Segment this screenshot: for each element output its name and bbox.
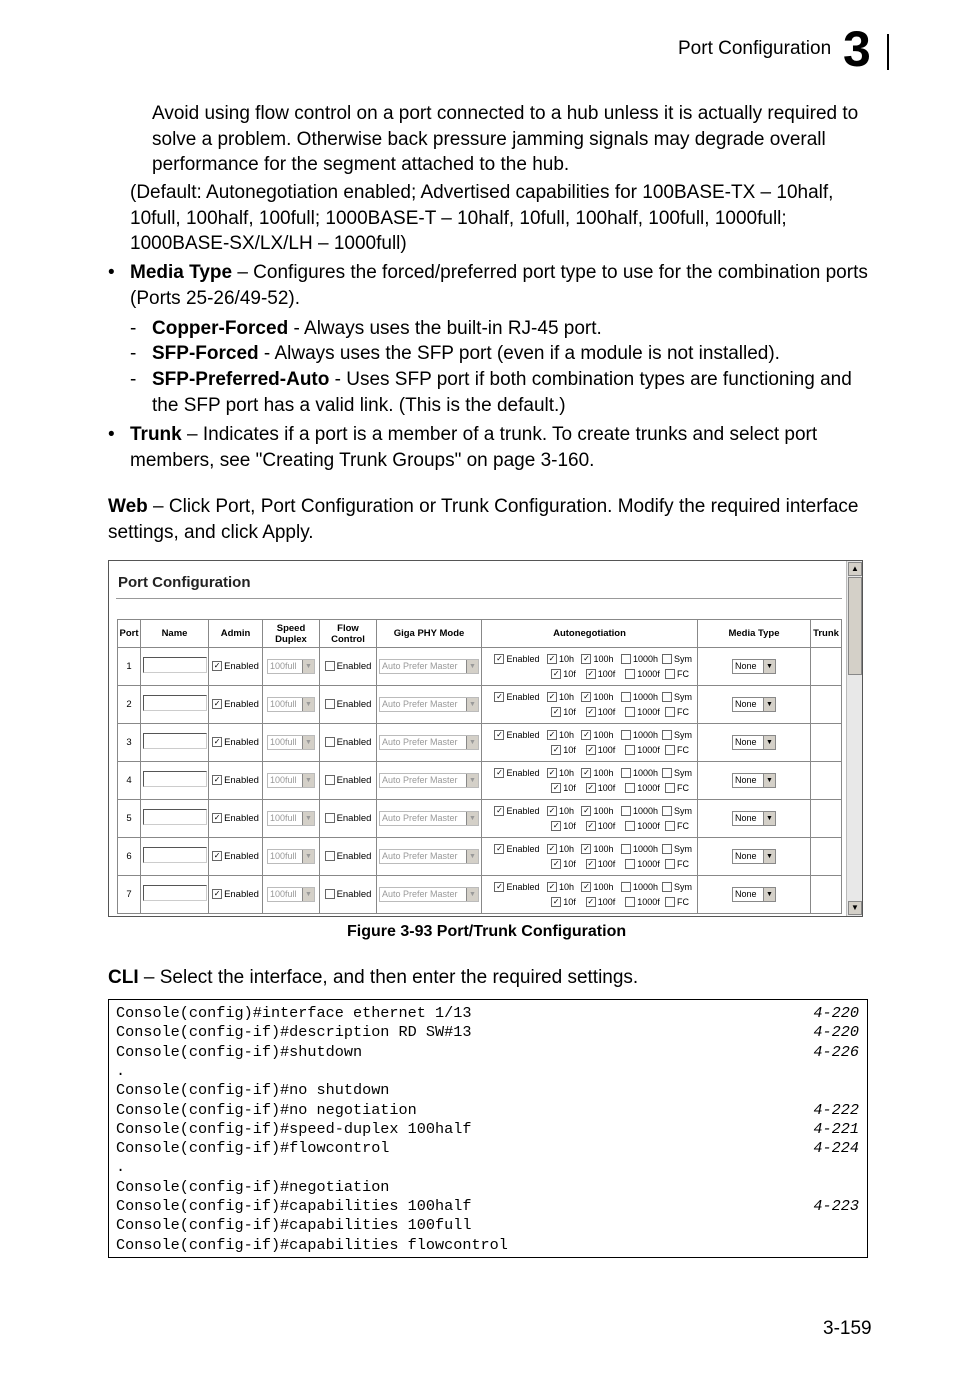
admin-enabled-checkbox[interactable]: ✓ [213, 851, 221, 861]
autoneg-enabled-checkbox[interactable]: ✓ [496, 882, 503, 892]
autoneg-enabled-checkbox[interactable]: ✓ [496, 730, 503, 740]
cap-fc-checkbox[interactable] [665, 669, 675, 679]
trunk-cell [811, 838, 842, 876]
media-type-select[interactable]: None ▼ [732, 773, 776, 788]
cap-100h-checkbox[interactable]: ✓ [583, 692, 590, 702]
admin-cell: ✓ Enabled [209, 838, 263, 876]
chevron-down-icon: ▼ [466, 660, 478, 673]
code-line: Console(config-if)#no negotiation [116, 1100, 417, 1119]
trunk-cell [811, 648, 842, 686]
media-type-bullet [108, 260, 870, 311]
cap-1000f-checkbox[interactable] [625, 745, 635, 755]
copper-forced-item [130, 316, 872, 342]
port-name-input[interactable] [143, 695, 207, 711]
media-cell [698, 762, 811, 800]
cli-instructions [108, 965, 868, 991]
default-note: (Default: Autonegotiation enabled; Advertised capabilities for 100BASE-TX – 10half, 10full, 100half, 100full; 1000BASE-T – 10half, 10full, 100half, 100full, 1000full; 1000BASE-SX/LX/LH – 1000full) [130, 182, 834, 254]
cap-100f-checkbox[interactable]: ✓ [587, 707, 595, 717]
port-number: 6 [118, 838, 141, 876]
web-term: Web [108, 496, 148, 517]
chevron-down-icon: ▼ [302, 888, 314, 901]
chapter-divider [887, 34, 889, 70]
bullet-icon: • [108, 424, 115, 445]
giga-cell [377, 876, 482, 914]
table-row [118, 800, 842, 838]
code-page-ref: 4-224 [813, 1139, 859, 1158]
scroll-thumb[interactable] [848, 577, 862, 675]
table-row [118, 686, 842, 724]
cap-fc-checkbox[interactable] [665, 783, 675, 793]
media-type-select[interactable]: None ▼ [732, 735, 776, 750]
admin-enabled-checkbox[interactable]: ✓ [213, 699, 221, 709]
vertical-scrollbar[interactable] [846, 561, 862, 916]
code-line: Console(config-if)#no shutdown [116, 1081, 390, 1100]
giga-cell [377, 800, 482, 838]
chevron-down-icon: ▼ [302, 774, 314, 787]
chevron-down-icon: ▼ [302, 660, 314, 673]
giga-phy-mode-select[interactable]: Auto Prefer Master ▼ [379, 697, 479, 712]
cap-100h-checkbox[interactable]: ✓ [583, 844, 590, 854]
table-row [118, 838, 842, 876]
code-page-ref: 4-221 [813, 1119, 859, 1138]
cap-100f-checkbox[interactable]: ✓ [587, 745, 595, 755]
flow-control-checkbox[interactable] [325, 699, 335, 709]
name-cell [141, 800, 209, 838]
autoneg-cell: ✓ Enabled ✓ 10h ✓ 100h 1000h Sym ✓ 10f ✓ 100f 1000f FC [482, 876, 698, 914]
media-cell [698, 686, 811, 724]
admin-cell: ✓ Enabled [209, 762, 263, 800]
autoneg-enabled-checkbox[interactable]: ✓ [496, 768, 503, 778]
code-page-ref: 4-220 [813, 1023, 859, 1042]
cap-sym-checkbox[interactable] [662, 730, 672, 740]
code-page-ref: 4-226 [813, 1042, 859, 1061]
autoneg-cell: ✓ Enabled ✓ 10h ✓ 100h 1000h Sym ✓ 10f ✓ 100f 1000f FC [482, 838, 698, 876]
speed-cell [263, 686, 320, 724]
cap-1000f-checkbox[interactable] [625, 859, 635, 869]
table-header-row [118, 620, 842, 648]
code-line: Console(config-if)#speed-duplex 100half [116, 1119, 472, 1138]
cap-sym-checkbox[interactable] [662, 882, 672, 892]
chevron-down-icon: ▼ [763, 812, 775, 825]
chevron-down-icon: ▼ [466, 850, 478, 863]
port-number: 1 [118, 648, 141, 686]
cap-10f-checkbox[interactable]: ✓ [552, 783, 560, 793]
table-row [118, 648, 842, 686]
speed-duplex-select[interactable]: 100full ▼ [267, 697, 315, 712]
col-giga-phy-mode: Giga PHY Mode [377, 620, 482, 648]
name-cell [141, 724, 209, 762]
media-cell [698, 648, 811, 686]
autoneg-enabled-checkbox[interactable]: ✓ [496, 806, 503, 816]
port-config-table [117, 619, 842, 914]
giga-phy-mode-select[interactable]: Auto Prefer Master ▼ [379, 735, 479, 750]
sfp-preferred-text: - Uses SFP port if both combination types are functioning and the SFP port has a valid link. (This is the default.) [152, 369, 852, 416]
cap-sym-checkbox[interactable] [662, 692, 672, 702]
admin-cell: ✓ Enabled [209, 800, 263, 838]
cap-fc-checkbox[interactable] [665, 897, 675, 907]
giga-phy-mode-select[interactable]: Auto Prefer Master ▼ [379, 887, 479, 902]
flow-cell: Enabled [320, 648, 377, 686]
chevron-down-icon: ▼ [302, 698, 314, 711]
cli-term: CLI [108, 967, 139, 988]
cap-100h-checkbox[interactable]: ✓ [583, 654, 590, 664]
cap-100h-checkbox[interactable]: ✓ [583, 806, 590, 816]
trunk-cell [811, 686, 842, 724]
cap-100f-checkbox[interactable]: ✓ [587, 897, 595, 907]
cap-10h-checkbox[interactable]: ✓ [548, 882, 556, 892]
name-cell [141, 762, 209, 800]
giga-cell [377, 648, 482, 686]
giga-phy-mode-select[interactable]: Auto Prefer Master ▼ [379, 811, 479, 826]
media-type-select[interactable]: None ▼ [732, 659, 776, 674]
sfp-forced-text: - Always uses the SFP port (even if a module is not installed). [258, 343, 780, 364]
cli-code-block [108, 999, 868, 1258]
chevron-down-icon: ▼ [763, 774, 775, 787]
media-type-term: Media Type [130, 262, 233, 283]
media-type-select[interactable]: None ▼ [732, 811, 776, 826]
speed-duplex-select[interactable]: 100full ▼ [267, 811, 315, 826]
code-line: Console(config-if)#capabilities flowcontrol [116, 1235, 508, 1254]
code-line: . [116, 1158, 126, 1177]
sfp-preferred-item [130, 367, 872, 418]
admin-cell: ✓ Enabled [209, 724, 263, 762]
cap-fc-checkbox[interactable] [665, 821, 675, 831]
copper-forced-text: - Always uses the built-in RJ-45 port. [288, 318, 602, 339]
section-title: Port Configuration [678, 38, 832, 59]
flow-control-note: Avoid using flow control on a port connected to a hub unless it is actually required to solve a problem. Otherwise back pressure jamming signals may degrade overall performance for the segment attached to the hub. [152, 103, 859, 175]
code-line: Console(config-if)#negotiation [116, 1177, 390, 1196]
cap-1000f-checkbox[interactable] [625, 783, 635, 793]
cap-sym-checkbox[interactable] [662, 844, 672, 854]
cap-100f-checkbox[interactable]: ✓ [587, 821, 595, 831]
cap-100f-checkbox[interactable]: ✓ [587, 783, 595, 793]
media-type-select[interactable]: None ▼ [732, 887, 776, 902]
name-cell [141, 686, 209, 724]
code-line: Console(config-if)#flowcontrol [116, 1139, 390, 1158]
flow-cell: Enabled [320, 876, 377, 914]
chevron-down-icon: ▼ [302, 812, 314, 825]
flow-control-checkbox[interactable] [325, 661, 335, 671]
cap-100f-checkbox[interactable]: ✓ [587, 859, 595, 869]
chevron-down-icon: ▼ [466, 736, 478, 749]
code-page-ref: 4-223 [813, 1197, 859, 1215]
port-number: 3 [118, 724, 141, 762]
trunk-cell [811, 762, 842, 800]
dash-icon: - [130, 343, 137, 364]
scroll-up-icon[interactable]: ▲ [848, 562, 862, 576]
port-number: 4 [118, 762, 141, 800]
name-cell [141, 648, 209, 686]
chevron-down-icon: ▼ [302, 736, 314, 749]
col-media-type: Media Type [698, 620, 811, 648]
autoneg-cell: ✓ Enabled ✓ 10h ✓ 100h 1000h Sym ✓ 10f ✓ 100f 1000f FC [482, 762, 698, 800]
cap-1000h-checkbox[interactable] [621, 692, 631, 702]
giga-phy-mode-select[interactable]: Auto Prefer Master ▼ [379, 659, 479, 674]
cap-fc-checkbox[interactable] [665, 745, 675, 755]
port-name-input[interactable] [143, 771, 207, 787]
figure-caption: Figure 3-93 Port/Trunk Configuration [347, 923, 627, 940]
flow-control-checkbox[interactable] [325, 813, 335, 823]
admin-cell: ✓ Enabled [209, 648, 263, 686]
speed-duplex-select[interactable]: 100full ▼ [267, 735, 315, 750]
table-row [118, 762, 842, 800]
media-cell [698, 838, 811, 876]
code-line: Console(config)#interface ethernet 1/13 [116, 1004, 472, 1022]
cap-10h-checkbox[interactable]: ✓ [548, 654, 556, 664]
flow-control-checkbox[interactable] [325, 775, 335, 785]
cap-1000h-checkbox[interactable] [621, 806, 631, 816]
admin-cell: ✓ Enabled [209, 876, 263, 914]
web-text: – Click Port, Port Configuration or Trunk Configuration. Modify the required interface settings, and click Apply. [108, 496, 859, 543]
chevron-down-icon: ▼ [763, 660, 775, 673]
chevron-down-icon: ▼ [763, 698, 775, 711]
cap-1000f-checkbox[interactable] [625, 669, 635, 679]
autoneg-enabled-checkbox[interactable]: ✓ [496, 692, 503, 702]
cap-1000h-checkbox[interactable] [621, 844, 631, 854]
cap-100h-checkbox[interactable]: ✓ [583, 768, 590, 778]
admin-cell: ✓ Enabled [209, 686, 263, 724]
giga-cell [377, 762, 482, 800]
trunk-cell [811, 724, 842, 762]
cap-10h-checkbox[interactable]: ✓ [548, 768, 556, 778]
chevron-down-icon: ▼ [466, 888, 478, 901]
cap-10f-checkbox[interactable]: ✓ [552, 745, 560, 755]
giga-cell [377, 724, 482, 762]
autoneg-cell: ✓ Enabled ✓ 10h ✓ 100h 1000h Sym ✓ 10f ✓ 100f 1000f FC [482, 800, 698, 838]
port-name-input[interactable] [143, 733, 207, 749]
giga-phy-mode-select[interactable]: Auto Prefer Master ▼ [379, 849, 479, 864]
chevron-down-icon: ▼ [763, 736, 775, 749]
dash-icon: - [130, 369, 137, 390]
admin-enabled-checkbox[interactable]: ✓ [213, 775, 221, 785]
flow-cell: Enabled [320, 724, 377, 762]
admin-enabled-checkbox[interactable]: ✓ [213, 737, 221, 747]
page-number: 3-159 [823, 1318, 872, 1339]
autoneg-enabled-checkbox[interactable]: ✓ [496, 844, 503, 854]
media-type-select[interactable]: None ▼ [732, 697, 776, 712]
cap-sym-checkbox[interactable] [662, 768, 672, 778]
port-number: 2 [118, 686, 141, 724]
trunk-term: Trunk [130, 424, 182, 445]
admin-enabled-checkbox[interactable]: ✓ [213, 661, 221, 671]
trunk-cell [811, 800, 842, 838]
flow-cell: Enabled [320, 838, 377, 876]
port-name-input[interactable] [143, 847, 207, 863]
sfp-preferred-term: SFP-Preferred-Auto [152, 369, 330, 390]
code-line: . [116, 1061, 126, 1080]
cap-sym-checkbox[interactable] [662, 806, 672, 816]
admin-enabled-checkbox[interactable]: ✓ [213, 813, 221, 823]
flow-cell: Enabled [320, 800, 377, 838]
code-page-ref: 4-222 [813, 1100, 859, 1119]
media-type-text: – Configures the forced/preferred port type to use for the combination ports (Ports 25-26/49-52). [130, 262, 868, 309]
copper-forced-term: Copper-Forced [152, 318, 289, 339]
autoneg-enabled-checkbox[interactable]: ✓ [496, 654, 503, 664]
col-trunk: Trunk [811, 620, 842, 648]
code-line: Console(config-if)#capabilities 100half [116, 1197, 472, 1215]
speed-cell [263, 838, 320, 876]
cap-1000f-checkbox[interactable] [625, 897, 635, 907]
cli-text: – Select the interface, and then enter the required settings. [138, 967, 639, 988]
chapter-number: 3 [843, 21, 871, 77]
speed-cell [263, 762, 320, 800]
cap-1000h-checkbox[interactable] [621, 654, 631, 664]
cap-fc-checkbox[interactable] [665, 859, 675, 869]
code-line: Console(config-if)#description RD SW#13 [116, 1023, 472, 1042]
chevron-down-icon: ▼ [302, 850, 314, 863]
web-instructions [108, 494, 868, 545]
dash-icon: - [130, 318, 137, 339]
name-cell [141, 838, 209, 876]
cap-1000h-checkbox[interactable] [621, 730, 631, 740]
speed-duplex-select[interactable]: 100full ▼ [267, 659, 315, 674]
cap-sym-checkbox[interactable] [662, 654, 672, 664]
media-cell [698, 724, 811, 762]
port-config-rows [118, 648, 842, 914]
name-cell [141, 876, 209, 914]
trunk-cell [811, 876, 842, 914]
cap-100f-checkbox[interactable]: ✓ [587, 669, 595, 679]
cap-100h-checkbox[interactable]: ✓ [583, 730, 590, 740]
speed-duplex-select[interactable]: 100full ▼ [267, 887, 315, 902]
speed-cell [263, 876, 320, 914]
trunk-bullet [108, 422, 870, 473]
panel-divider [116, 598, 842, 599]
flow-control-checkbox[interactable] [325, 737, 335, 747]
cap-10h-checkbox[interactable]: ✓ [548, 692, 556, 702]
port-name-input[interactable] [143, 657, 207, 673]
giga-phy-mode-select[interactable]: Auto Prefer Master ▼ [379, 773, 479, 788]
autoneg-cell: ✓ Enabled ✓ 10h ✓ 100h 1000h Sym ✓ 10f ✓ 100f 1000f FC [482, 686, 698, 724]
code-line: Console(config-if)#capabilities 100full [116, 1216, 472, 1235]
panel-title: Port Configuration [118, 574, 251, 591]
flow-cell: Enabled [320, 762, 377, 800]
col-speed-duplex: Speed Duplex [263, 620, 320, 648]
cap-10f-checkbox[interactable]: ✓ [552, 821, 560, 831]
sfp-forced-item [130, 341, 872, 367]
port-name-input[interactable] [143, 809, 207, 825]
cap-10f-checkbox[interactable]: ✓ [552, 897, 560, 907]
cap-1000f-checkbox[interactable] [625, 821, 635, 831]
port-configuration-figure [108, 560, 863, 917]
chevron-down-icon: ▼ [466, 812, 478, 825]
col-name: Name [141, 620, 209, 648]
media-type-select[interactable]: None ▼ [732, 849, 776, 864]
cap-100h-checkbox[interactable]: ✓ [583, 882, 590, 892]
chevron-down-icon: ▼ [763, 850, 775, 863]
cap-1000h-checkbox[interactable] [621, 768, 631, 778]
trunk-text: – Indicates if a port is a member of a trunk. To create trunks and select port members, see "Creating Trunk Groups" on page 3-160. [130, 424, 818, 471]
admin-enabled-checkbox[interactable]: ✓ [213, 889, 221, 899]
sfp-forced-term: SFP-Forced [152, 343, 259, 364]
flow-control-checkbox[interactable] [325, 889, 335, 899]
cap-10f-checkbox[interactable]: ✓ [552, 707, 560, 717]
table-row [118, 724, 842, 762]
port-number: 5 [118, 800, 141, 838]
col-port: Port [118, 620, 141, 648]
port-name-input[interactable] [143, 885, 207, 901]
chevron-down-icon: ▼ [466, 774, 478, 787]
cap-10h-checkbox[interactable]: ✓ [548, 844, 556, 854]
media-cell [698, 800, 811, 838]
speed-duplex-select[interactable]: 100full ▼ [267, 773, 315, 788]
bullet-icon: • [108, 262, 115, 283]
giga-cell [377, 686, 482, 724]
port-number: 7 [118, 876, 141, 914]
cap-10f-checkbox[interactable]: ✓ [552, 859, 560, 869]
col-autonegotiation: Autonegotiation [482, 620, 698, 648]
col-flow-control: Flow Control [320, 620, 377, 648]
chevron-down-icon: ▼ [763, 888, 775, 901]
speed-cell [263, 800, 320, 838]
chevron-down-icon: ▼ [466, 698, 478, 711]
col-admin: Admin [209, 620, 263, 648]
autoneg-cell: ✓ Enabled ✓ 10h ✓ 100h 1000h Sym ✓ 10f ✓ 100f 1000f FC [482, 648, 698, 686]
cap-10f-checkbox[interactable]: ✓ [552, 669, 560, 679]
flow-control-checkbox[interactable] [325, 851, 335, 861]
cap-10h-checkbox[interactable]: ✓ [548, 730, 556, 740]
flow-cell: Enabled [320, 686, 377, 724]
giga-cell [377, 838, 482, 876]
code-page-ref: 4-220 [813, 1004, 859, 1022]
cap-1000h-checkbox[interactable] [621, 882, 631, 892]
media-cell [698, 876, 811, 914]
speed-cell [263, 648, 320, 686]
cap-fc-checkbox[interactable] [665, 707, 675, 717]
autoneg-cell: ✓ Enabled ✓ 10h ✓ 100h 1000h Sym ✓ 10f ✓ 100f 1000f FC [482, 724, 698, 762]
table-row [118, 876, 842, 914]
cap-10h-checkbox[interactable]: ✓ [548, 806, 556, 816]
scroll-down-icon[interactable]: ▼ [848, 901, 862, 915]
speed-duplex-select[interactable]: 100full ▼ [267, 849, 315, 864]
speed-cell [263, 724, 320, 762]
cap-1000f-checkbox[interactable] [625, 707, 635, 717]
code-line: Console(config-if)#shutdown [116, 1042, 363, 1061]
